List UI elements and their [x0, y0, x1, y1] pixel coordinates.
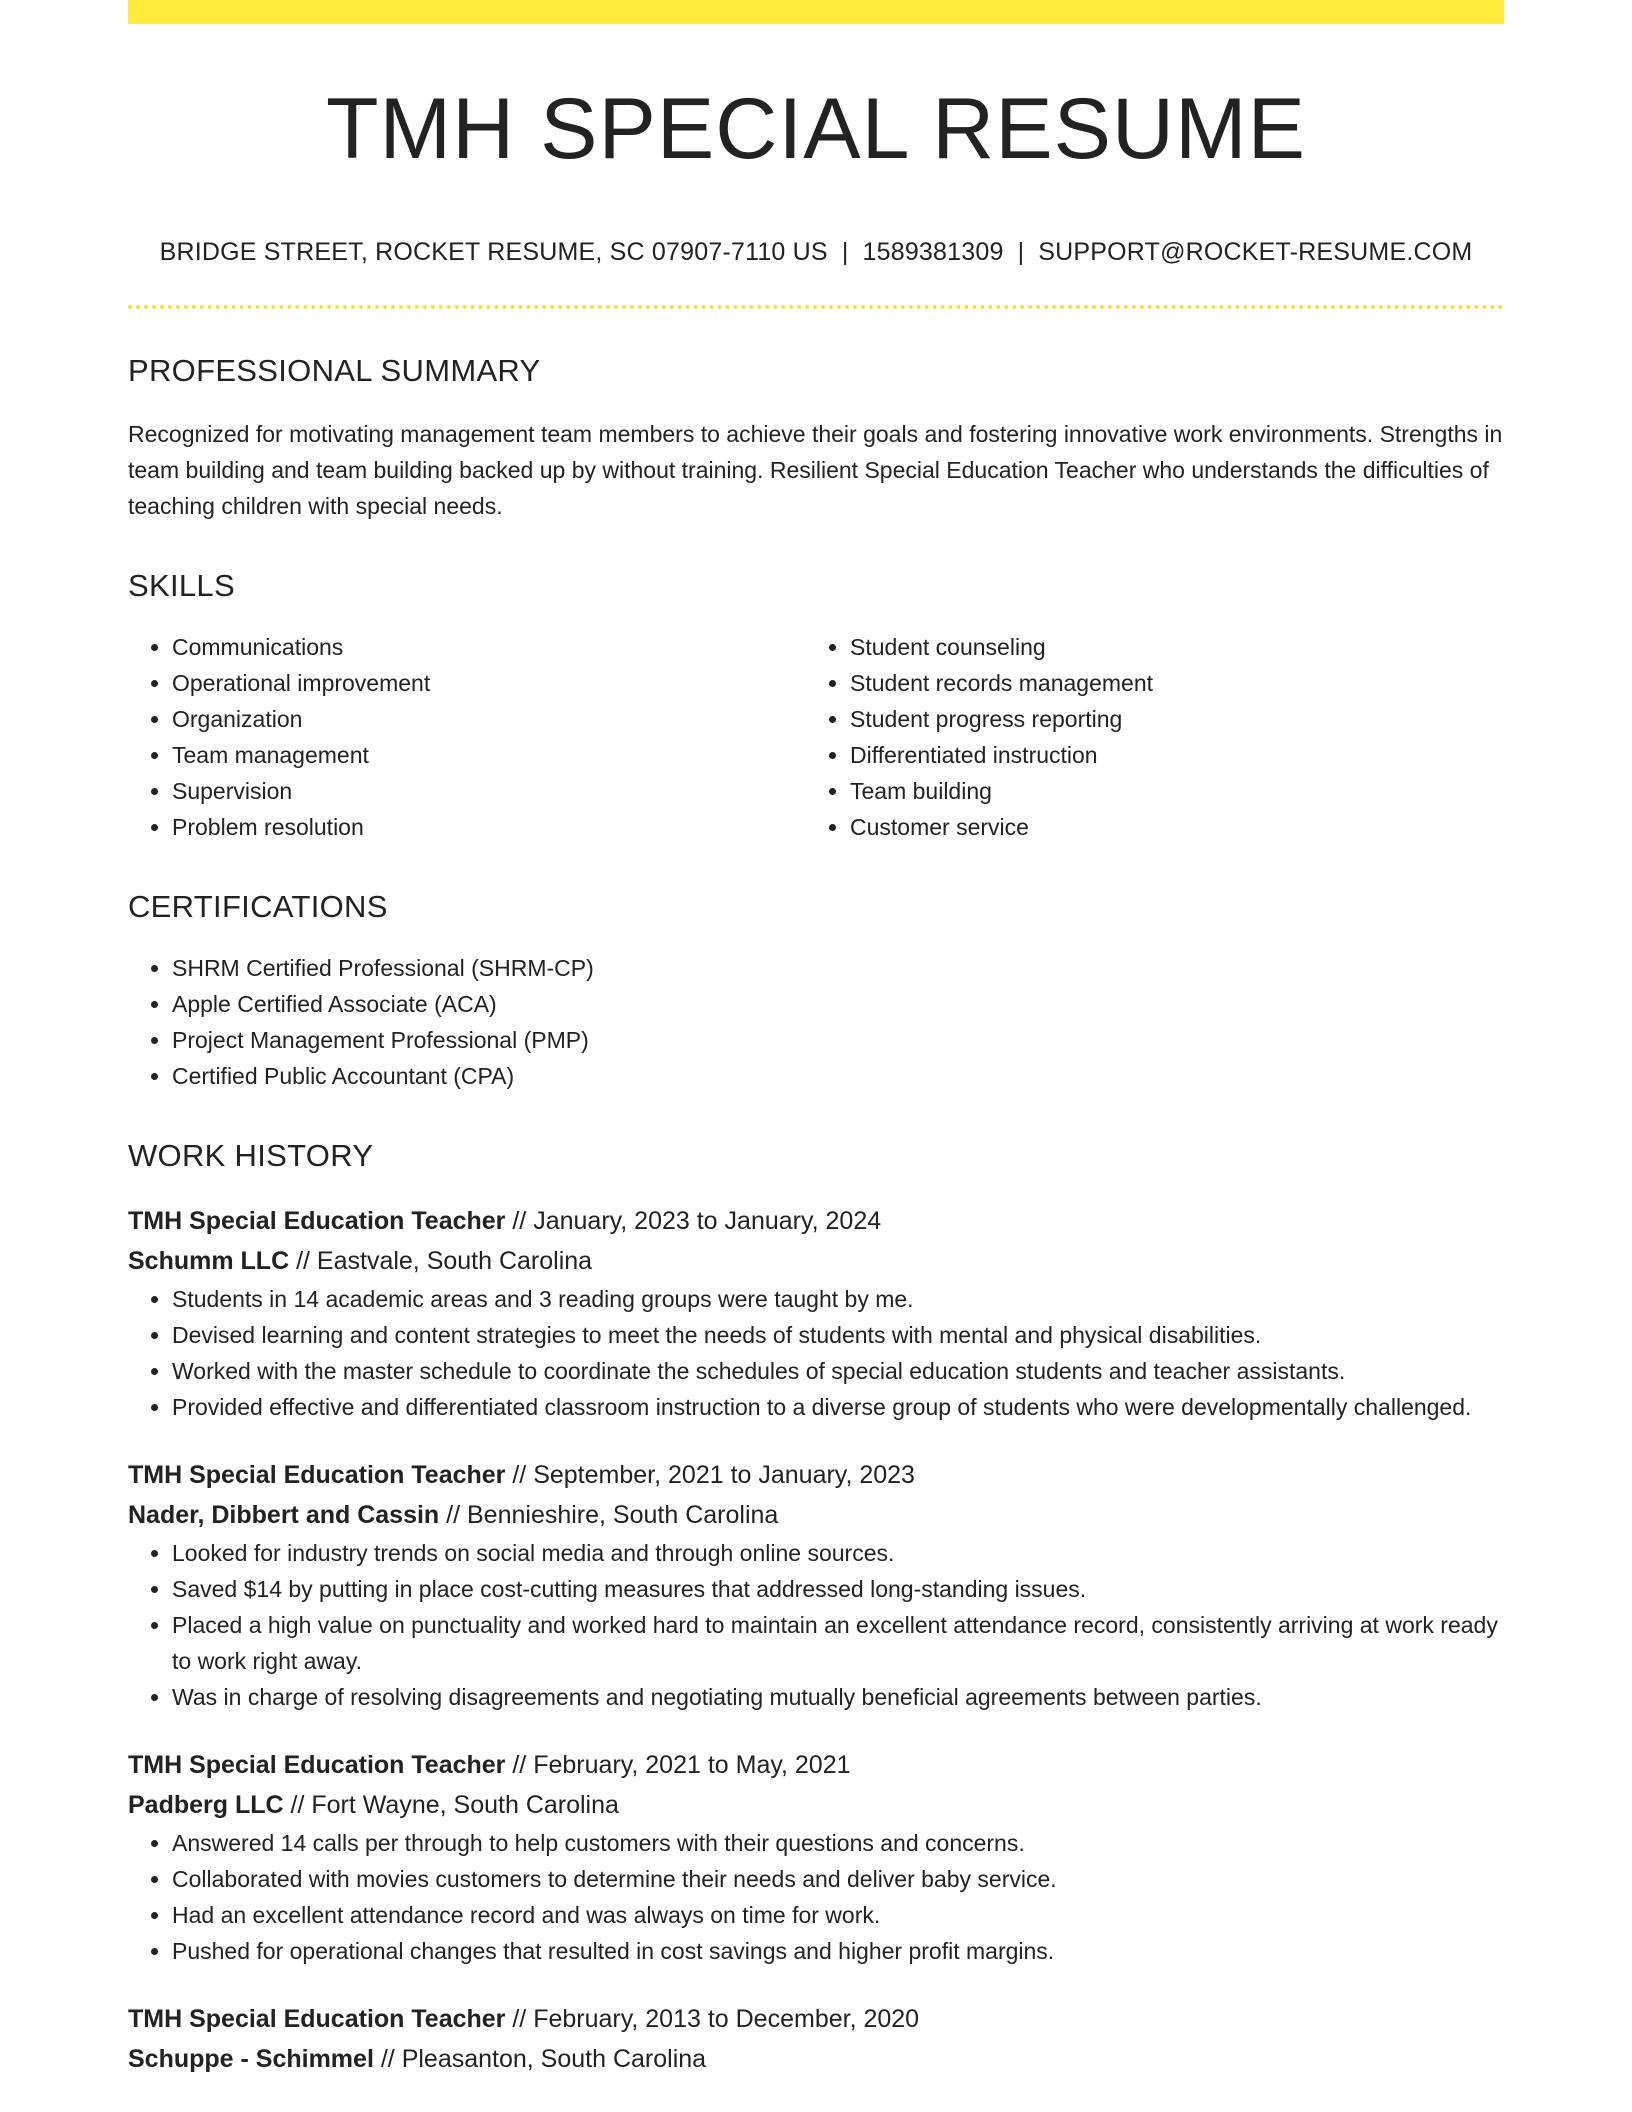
job-title-line [128, 1455, 1504, 1495]
certification-item: • Certified Public Accountant (CPA) [172, 1058, 1504, 1094]
job-dates: February, 2021 to May, 2021 [533, 1751, 851, 1779]
job-company-line [128, 1785, 1504, 1825]
job-delimiter: // [373, 2045, 402, 2073]
skill-item: • Customer service [850, 809, 1484, 845]
job-bullet: • Answered 14 calls per through to help customers with their questions and concerns. [172, 1825, 1504, 1861]
contact-email: SUPPORT@ROCKET-RESUME.COM [1038, 238, 1473, 266]
job-company-line [128, 1495, 1504, 1535]
certifications-block [128, 950, 1504, 1094]
job-dates: January, 2023 to January, 2024 [533, 1207, 882, 1235]
job-entry [128, 1455, 1504, 1715]
skill-item: • Organization [172, 701, 806, 737]
job-bullet: • Students in 14 academic areas and 3 reading groups were taught by me. [172, 1281, 1504, 1317]
summary-text: Recognized for motivating management team members to achieve their goals and fostering innovative work environments. Strengths in team building and team building backed up by without training. Resilient Special Education Teacher who understands the difficulties of teaching children with special needs. [128, 421, 1503, 519]
job-location: Fort Wayne, South Carolina [311, 1791, 619, 1819]
skill-item: • Team management [172, 737, 806, 773]
job-location: Eastvale, South Carolina [316, 1247, 593, 1275]
job-bullet: • Looked for industry trends on social media and through online sources. [172, 1535, 1504, 1571]
job-role: TMH Special Education Teacher [128, 2005, 506, 2033]
certifications-list [128, 950, 1504, 1094]
job-role: TMH Special Education Teacher [128, 1751, 506, 1779]
job-title-line [128, 1745, 1504, 1785]
job-company: Nader, Dibbert and Cassin [128, 1501, 440, 1529]
job-location: Bennieshire, South Carolina [467, 1501, 779, 1529]
job-entry [128, 1745, 1504, 1969]
skill-item: • Supervision [172, 773, 806, 809]
certifications-heading: CERTIFICATIONS [128, 889, 388, 924]
job-delimiter: // [283, 1791, 312, 1819]
skill-item: • Team building [850, 773, 1484, 809]
job-delimiter: // [505, 1461, 534, 1489]
job-entry [128, 1201, 1504, 1425]
job-bullet: • Collaborated with movies customers to determine their needs and deliver baby service. [172, 1861, 1504, 1897]
job-delimiter: // [505, 1207, 534, 1235]
certification-item: • SHRM Certified Professional (SHRM-CP) [172, 950, 1504, 986]
job-company-line [128, 1241, 1504, 1281]
job-bullet: • Devised learning and content strategies to meet the needs of students with mental and physical disabilities. [172, 1317, 1504, 1353]
skills-heading: SKILLS [128, 568, 235, 603]
skills-column-left [128, 629, 806, 845]
job-company: Schumm LLC [128, 1247, 290, 1275]
job-company-line [128, 2039, 1504, 2079]
job-delimiter: // [439, 1501, 467, 1529]
job-company: Schuppe - Schimmel [128, 2045, 374, 2073]
job-title-line [128, 1999, 1504, 2039]
resume-page [128, 0, 1504, 2079]
skill-item: • Problem resolution [172, 809, 806, 845]
job-delimiter: // [505, 2005, 534, 2033]
dotted-divider [128, 305, 1504, 309]
skill-item: • Student records management [850, 665, 1484, 701]
job-bullet-list [128, 1535, 1504, 1715]
top-accent-bar [128, 0, 1504, 24]
summary-heading: PROFESSIONAL SUMMARY [128, 353, 541, 388]
contact-line [128, 238, 1504, 267]
job-delimiter: // [289, 1247, 317, 1275]
job-bullet: • Worked with the master schedule to coordinate the schedules of special education students and teacher assistants. [172, 1353, 1504, 1389]
job-title-line [128, 1201, 1504, 1241]
job-dates: September, 2021 to January, 2023 [533, 1461, 915, 1489]
job-delimiter: // [505, 1751, 534, 1779]
job-bullet-list [128, 1281, 1504, 1425]
certification-item: • Project Management Professional (PMP) [172, 1022, 1504, 1058]
job-role: TMH Special Education Teacher [128, 1461, 506, 1489]
skill-item: • Student progress reporting [850, 701, 1484, 737]
contact-separator: | [841, 238, 849, 266]
work-history-list [128, 1201, 1504, 2079]
job-dates: February, 2013 to December, 2020 [533, 2005, 920, 2033]
job-company: Padberg LLC [128, 1791, 284, 1819]
skills-grid [128, 629, 1504, 845]
contact-address: BRIDGE STREET, ROCKET RESUME, SC 07907-7110 US [159, 238, 828, 266]
certification-item: • Apple Certified Associate (ACA) [172, 986, 1504, 1022]
job-bullet-list [128, 1825, 1504, 1969]
contact-phone: 1589381309 [862, 238, 1004, 266]
skills-list-right [806, 629, 1484, 845]
job-bullet: • Saved $14 by putting in place cost-cutting measures that addressed long-standing issues. [172, 1571, 1504, 1607]
skill-item: • Communications [172, 629, 806, 665]
skills-column-right [806, 629, 1484, 845]
skill-item: • Differentiated instruction [850, 737, 1484, 773]
job-bullet: • Placed a high value on punctuality and worked hard to maintain an excellent attendance record, consistently arriving at work ready to work right away. [172, 1607, 1504, 1679]
job-entry [128, 1999, 1504, 2079]
skill-item: • Operational improvement [172, 665, 806, 701]
job-location: Pleasanton, South Carolina [401, 2045, 707, 2073]
job-role: TMH Special Education Teacher [128, 1207, 506, 1235]
resume-name: TMH SPECIAL RESUME [325, 81, 1307, 177]
job-bullet: • Had an excellent attendance record and was always on time for work. [172, 1897, 1504, 1933]
skill-item: • Student counseling [850, 629, 1484, 665]
skills-list-left [128, 629, 806, 845]
job-bullet: • Pushed for operational changes that resulted in cost savings and higher profit margins. [172, 1933, 1504, 1969]
job-bullet: • Was in charge of resolving disagreements and negotiating mutually beneficial agreements between parties. [172, 1679, 1504, 1715]
contact-separator: | [1017, 238, 1025, 266]
work-history-heading: WORK HISTORY [128, 1138, 374, 1173]
job-bullet: • Provided effective and differentiated classroom instruction to a diverse group of students who were developmentally challenged. [172, 1389, 1504, 1425]
